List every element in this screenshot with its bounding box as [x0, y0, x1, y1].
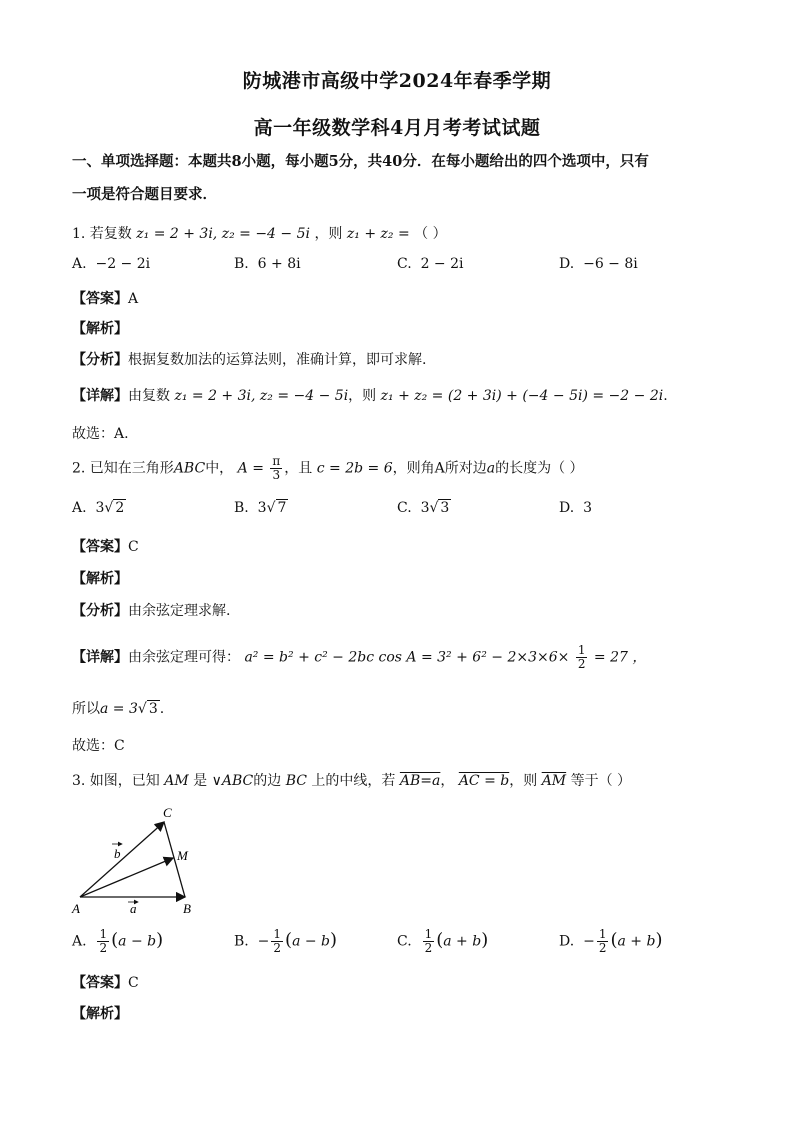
xiangjie-tag: 【详解】 — [72, 649, 128, 666]
q2-guxuan: 故选：C — [72, 738, 125, 754]
q3-stem-mid3: 上的中线，若 — [311, 773, 396, 789]
q2-stem-mid2: ，且 — [284, 460, 313, 477]
q1-stem-prefix: 1. 若复数 — [72, 226, 132, 242]
q1-xiangjie — [72, 385, 668, 405]
q2-pi-over-3 — [270, 455, 282, 482]
frac-num: 1 — [598, 927, 607, 941]
q3-option-a: A. $\frac{1}{2}$ (a − b) — [72, 927, 164, 955]
option-label: C. — [397, 933, 412, 950]
option-coef: 3 — [257, 500, 267, 516]
label-c: C — [163, 805, 172, 820]
q3-stem-mid4: ，则 — [509, 773, 538, 789]
option-label: D. — [559, 933, 575, 950]
option-label: D. — [559, 256, 575, 272]
option-label: C. — [397, 500, 412, 516]
q1-option-d — [559, 256, 638, 272]
q1-option-c — [397, 256, 464, 272]
frac-num: 1 — [424, 927, 433, 941]
q1-stem — [72, 223, 447, 243]
option-inner: a − b — [292, 933, 331, 950]
option-value: 2 − 2i — [420, 256, 464, 272]
q2-stem-a: a — [486, 460, 496, 477]
answer-value: C — [128, 539, 139, 555]
frac-num: 1 — [273, 927, 282, 941]
q3-analysis — [72, 1003, 128, 1023]
option-coef: 3 — [95, 500, 105, 516]
q2-stem-prefix: 2. 已知在三角形 — [72, 460, 174, 477]
label-b: B — [183, 901, 191, 916]
answer-value: A — [128, 291, 139, 307]
xiangjie-prefix: 由余弦定理可得： — [128, 649, 240, 666]
option-label: B. — [234, 256, 249, 272]
analysis-tag: 【解析】 — [72, 321, 128, 337]
median-am — [80, 858, 173, 897]
one-half — [271, 928, 283, 955]
answer-tag: 【答案】 — [72, 291, 128, 307]
fenxi-tag: 【分析】 — [72, 603, 128, 619]
answer-tag: 【答案】 — [72, 975, 128, 991]
q3-option-d: D. − $\frac{1}{2}$ (a + b) — [559, 927, 663, 955]
q3-stem-vec-ac: AC = b — [458, 773, 510, 789]
option-label: A. — [72, 933, 87, 950]
one-half — [576, 644, 588, 671]
sqrt: √ 3 — [137, 701, 158, 717]
q2-option-c — [397, 500, 451, 516]
fenxi-tag: 【分析】 — [72, 352, 128, 368]
q2-option-d — [559, 500, 592, 516]
radicand: 3 — [148, 701, 158, 717]
one-half — [423, 928, 435, 955]
q2-answer — [72, 536, 139, 556]
option-label: C. — [397, 256, 412, 272]
q1-option-a — [72, 256, 150, 272]
q2-option-a — [72, 500, 126, 516]
q3-stem-mid2: 的边 — [253, 773, 282, 789]
option-sign: − — [257, 933, 270, 950]
q3-stem-mid1: 是 — [193, 773, 208, 789]
q2-stem-mid3: ，则角A所对边 — [392, 460, 487, 477]
radicand: 2 — [115, 500, 125, 516]
sqrt: √ 7 — [266, 500, 287, 516]
one-half — [97, 928, 109, 955]
xiangjie-math: a² = b² + c² − 2bc cos A = 3² + 6² − 2×3×6× — [244, 649, 570, 666]
q1-guxuan: 故选：A. — [72, 426, 129, 442]
q3-stem — [72, 770, 631, 790]
xiangjie-end: . — [663, 388, 668, 404]
answer-value: C — [128, 975, 139, 991]
option-inner: a + b — [443, 933, 482, 950]
radicand: 3 — [440, 500, 450, 516]
xiangjie-math2: z₁ + z₂ = (2 + 3i) + (−4 − 5i) = −2 − 2i — [380, 388, 664, 404]
q3-stem-bc: BC — [285, 773, 307, 789]
label-m: M — [177, 848, 188, 863]
suoyi-end: . — [159, 701, 165, 717]
label-vec-a: a — [130, 901, 137, 916]
option-sign: − — [583, 933, 595, 950]
q3-stem-am: AM — [164, 773, 189, 789]
sqrt: √ 2 — [104, 500, 125, 516]
q3-option-c: C. $\frac{1}{2}$ (a + b) — [397, 927, 489, 955]
q1-fenxi — [72, 349, 426, 369]
q2-stem-mid1: 中， — [205, 460, 234, 477]
answer-tag: 【答案】 — [72, 539, 128, 555]
fenxi-text: 由余弦定理求解. — [128, 603, 231, 619]
option-label: B. — [234, 933, 249, 950]
frac-num: π — [272, 454, 281, 468]
triangle-figure — [68, 800, 208, 920]
q1-option-b — [234, 256, 301, 272]
q3-stem-triangle: ∨ABC — [211, 773, 254, 789]
q1-analysis — [72, 318, 128, 338]
option-value: −6 − 8i — [583, 256, 638, 272]
frac-den: 2 — [598, 941, 607, 955]
option-value: −2 − 2i — [95, 256, 151, 272]
xiangjie-tag: 【详解】 — [72, 388, 128, 404]
option-inner: a − b — [118, 933, 157, 950]
frac-num: 1 — [99, 927, 108, 941]
q2-option-b — [234, 500, 288, 516]
one-half — [597, 928, 609, 955]
frac-num: 1 — [577, 643, 586, 657]
option-inner: a + b — [617, 933, 656, 950]
q3-stem-sep: ， — [440, 773, 455, 789]
frac-den: 3 — [272, 468, 281, 482]
option-label: A. — [72, 256, 87, 272]
q3-stem-vec-ab: AB=a — [399, 773, 441, 789]
q2-stem-angle: A = — [237, 460, 264, 477]
q2-fenxi — [72, 600, 230, 620]
q3-stem-vec-am: $\overline{AM}$ — [541, 773, 567, 789]
frac-den: 2 — [273, 941, 282, 955]
option-label: A. — [72, 500, 87, 516]
q1-stem-math2: z₁ + z₂ = — [346, 226, 410, 242]
frac-den: 2 — [577, 657, 586, 671]
xiangjie-math: z₁ = 2 + 3i, z₂ = −4 − 5i — [174, 388, 349, 404]
q3-stem-end: 等于（ ） — [570, 773, 632, 789]
q3-answer — [72, 972, 139, 992]
option-label: B. — [234, 500, 249, 516]
frac-den: 2 — [424, 941, 433, 955]
q2-suoyi — [72, 698, 164, 718]
q1-answer-paren: （ ） — [414, 226, 447, 242]
option-value: 3 — [583, 500, 593, 516]
option-value: 6 + 8i — [257, 256, 301, 272]
q1-stem-mid: ，则 — [314, 226, 343, 242]
section-heading: 一、单项选择题：本题共8小题，每小题5分，共40分．在每小题给出的四个选项中，只有 — [72, 153, 649, 170]
q2-stem — [72, 455, 584, 482]
sqrt: √ 3 — [429, 500, 450, 516]
radicand: 7 — [277, 500, 287, 516]
page-subtitle: 高一年级数学科4月月考考试试题 — [253, 117, 541, 139]
suoyi-math: a = 3 — [100, 701, 138, 717]
xiangjie-tail: = 27 ， — [593, 649, 647, 666]
q1-answer — [72, 288, 138, 308]
fenxi-text: 根据复数加法的运算法则，准确计算，即可求解. — [128, 352, 427, 368]
frac-den: 2 — [99, 941, 108, 955]
label-a: A — [72, 901, 80, 916]
edge-ac — [80, 822, 164, 897]
section-heading-cont: 一项是符合题目要求． — [72, 186, 217, 203]
label-vec-b: b — [114, 846, 121, 861]
q2-xiangjie — [72, 644, 646, 671]
option-coef: 3 — [420, 500, 430, 516]
q2-analysis — [72, 568, 128, 588]
suoyi-prefix: 所以 — [72, 701, 100, 717]
xiangjie-prefix: 由复数 — [128, 388, 170, 404]
page-title: 防城港市高级中学2024年春季学期 — [242, 70, 552, 92]
analysis-tag: 【解析】 — [72, 1006, 128, 1022]
q1-stem-math: z₁ = 2 + 3i, z₂ = −4 − 5i — [136, 226, 310, 242]
analysis-tag: 【解析】 — [72, 571, 128, 587]
option-label: D. — [559, 500, 575, 516]
xiangjie-mid: ，则 — [348, 388, 377, 404]
q2-stem-math: c = 2b = 6 — [316, 460, 393, 477]
q2-stem-abc: ABC — [173, 460, 206, 477]
q2-stem-end: 的长度为（ ） — [495, 460, 584, 477]
q3-stem-prefix: 3. 如图，已知 — [72, 773, 160, 789]
q3-option-b: B. − $\frac{1}{2}$ (a − b) — [234, 927, 338, 955]
